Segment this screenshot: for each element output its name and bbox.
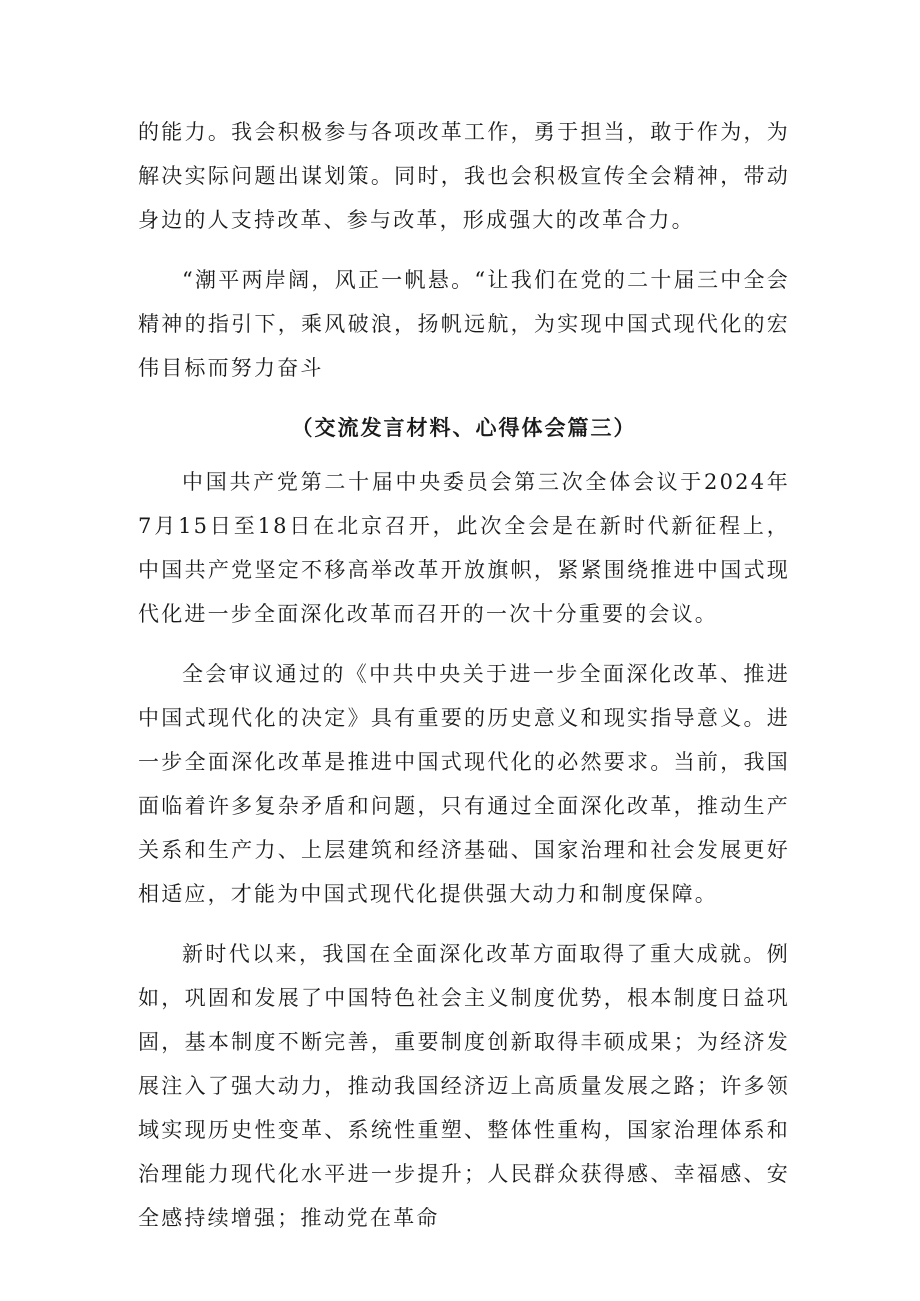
paragraph-continued: 的能力。我会积极参与各项改革工作，勇于担当，敢于作为，为解决实际问题出谋划策。同时，我也会积极宣传全会精神，带动身边的人支持改革、参与改革，形成强大的改革合力。 (138, 120, 790, 232)
paragraph-achievements: 新时代以来，我国在全面深化改革方面取得了重大成就。例如，巩固和发展了中国特色社会主义制度优势，根本制度日益巩固，基本制度不断完善，重要制度创新取得丰硕成果；为经济发展注入了强大动力，推动我国经济迈上高质量发展之路；许多领域实现历史性变革、系统性重塑、整体性重构，国家治理体系和治理能力现代化水平进一步提升；人民群众获得感、幸福感、安全感持续增强；推动党在革命 (138, 942, 790, 1230)
paragraph-decision: 全会审议通过的《中共中央关于进一步全面深化改革、推进中国式现代化的决定》具有重要的历史意义和现实指导意义。进一步全面深化改革是推进中国式现代化的必然要求。当前，我国面临着许多复杂矛盾和问题，只有通过全面深化改革，推动生产关系和生产力、上层建筑和经济基础、国家治理和社会发展更好相适应，才能为中国式现代化提供强大动力和制度保障。 (138, 662, 790, 906)
section-heading: （交流发言材料、心得体会篇三） (291, 415, 637, 440)
paragraph-plenum-intro: 中国共产党第二十届中央委员会第三次全体会议于2024年7月15日至18日在北京召开，此次全会是在新时代新征程上，中国共产党坚定不移高举改革开放旗帜，紧紧围绕推进中国式现代化进一步全面深化改革而召开的一次十分重要的会议。 (138, 470, 790, 626)
document-page (138, 110, 790, 1256)
paragraph-quote: “潮平两岸阔，风正一帆悬。“让我们在党的二十届三中全会精神的指引下，乘风破浪，扬帆远航，为实现中国式现代化的宏伟目标而努力奋斗 (138, 268, 790, 380)
